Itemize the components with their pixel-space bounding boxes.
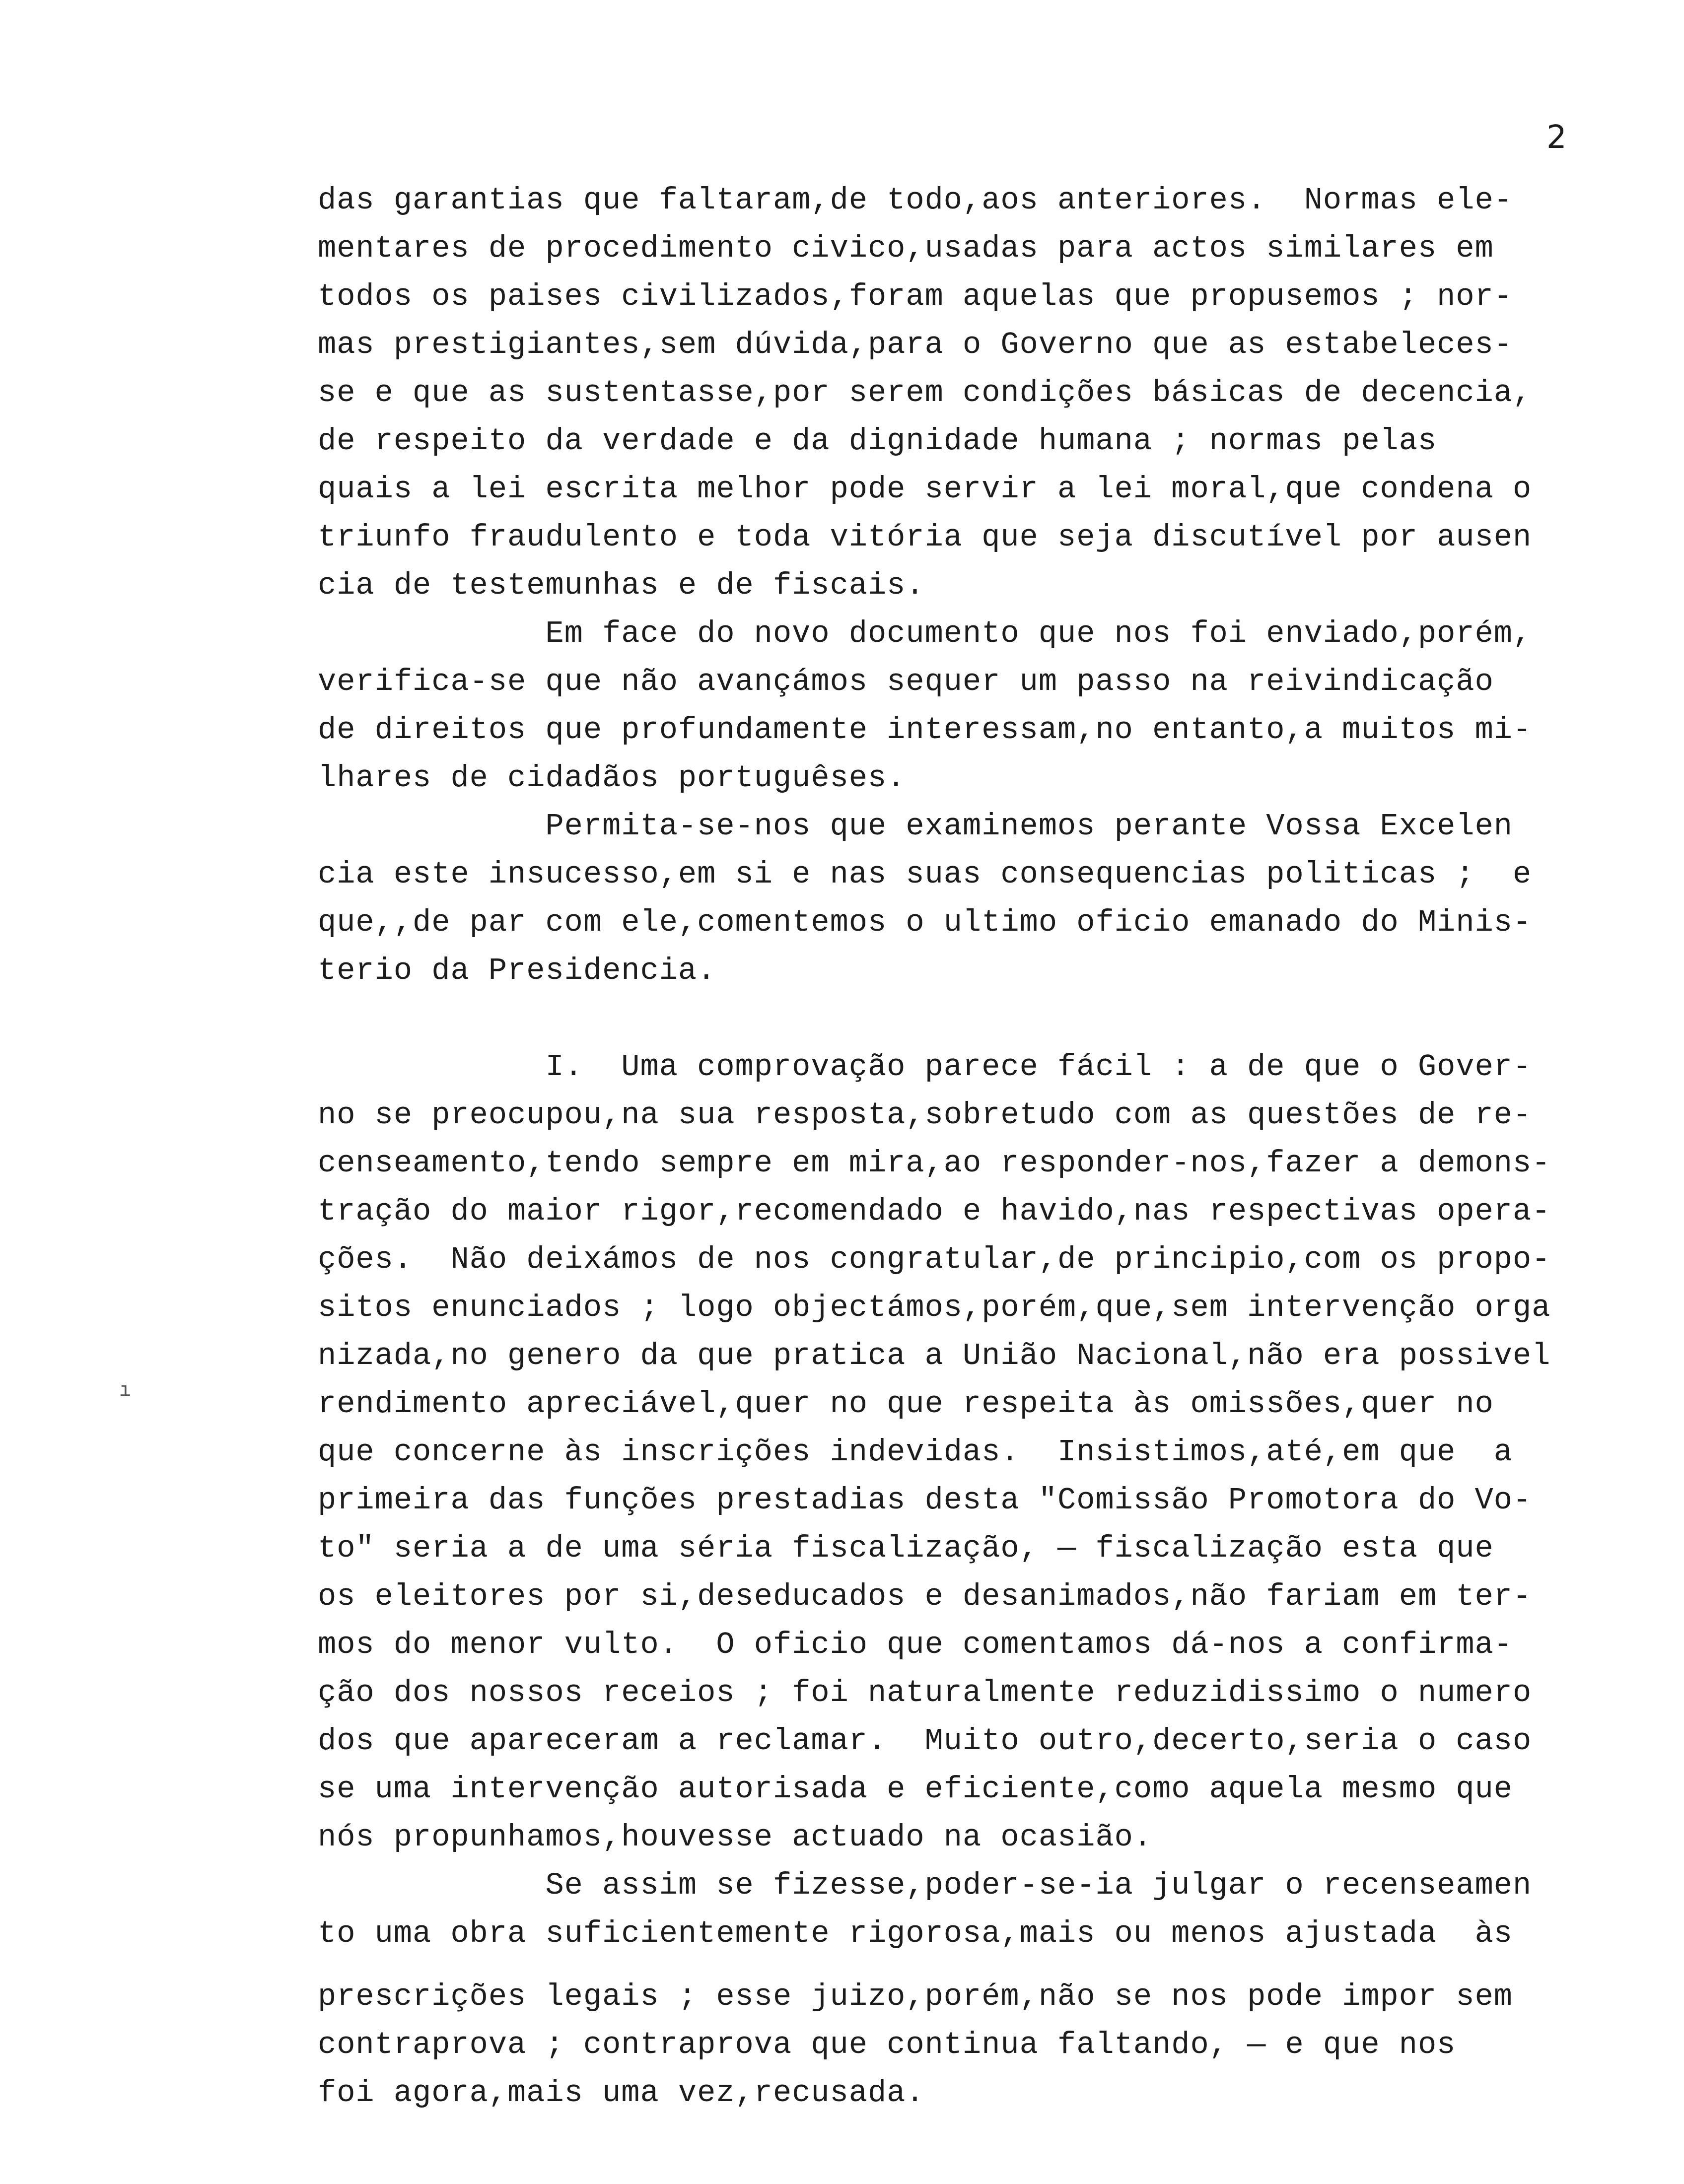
text-line: nós propunhamos,houvesse actuado na ocasião.: [318, 1820, 1153, 1855]
text-line: tração do maior rigor,recomendado e havido,nas respectivas opera-: [318, 1194, 1551, 1229]
text-line: de direitos que profundamente interessam,no entanto,a muitos mi-: [318, 712, 1532, 748]
body-text: [318, 176, 1609, 2117]
text-line: dos que apareceram a reclamar. Muito outro,decerto,seria o caso: [318, 1723, 1532, 1759]
text-line: rendimento apreciável,quer no que respeita às omissões,quer no: [318, 1386, 1494, 1422]
text-line: censeamento,tendo sempre em mira,ao responder-nos,fazer a demons-: [318, 1146, 1551, 1181]
text-line: que,,de par com ele,comentemos o ultimo oficio emanado do Minis-: [318, 905, 1532, 940]
text-line: ção dos nossos receios ; foi naturalmente reduzidissimo o numero: [318, 1675, 1532, 1710]
page-number: 2: [1546, 119, 1567, 156]
text-line: triunfo fraudulento e toda vitória que seja discutível por ausen: [318, 520, 1532, 555]
text-line: que concerne às inscrições indevidas. Insistimos,até,em que a: [318, 1434, 1513, 1470]
text-line: foi agora,mais uma vez,recusada.: [318, 2075, 925, 2111]
margin-mark: ı: [119, 1380, 132, 1402]
text-line: primeira das funções prestadias desta "Comissão Promotora do Vo-: [318, 1483, 1532, 1518]
text-line: mas prestigiantes,sem dúvida,para o Governo que as estabeleces-: [318, 327, 1513, 362]
text-line: verifica-se que não avançámos sequer um passo na reivindicação: [318, 664, 1494, 699]
text-line: os eleitores por si,deseducados e desanimados,não fariam em ter-: [318, 1579, 1532, 1614]
text-line: contraprova ; contraprova que continua faltando, — e que nos: [318, 2027, 1456, 2062]
text-line: prescrições legais ; esse juizo,porém,não se nos pode impor sem: [318, 1979, 1513, 2014]
text-line: cia de testemunhas e de fiscais.: [318, 568, 925, 603]
text-line: no se preocupou,na sua resposta,sobretudo com as questões de re-: [318, 1097, 1532, 1133]
text-line: sitos enunciados ; logo objectámos,porém,que,sem intervenção orga: [318, 1290, 1551, 1325]
text-line: lhares de cidadãos portuguêses.: [318, 760, 906, 796]
text-line: das garantias que faltaram,de todo,aos anteriores. Normas ele-: [318, 183, 1513, 218]
text-line: mentares de procedimento civico,usadas para actos similares em: [318, 231, 1494, 266]
text-line: to uma obra suficientemente rigorosa,mais ou menos ajustada às: [318, 1916, 1513, 1951]
line-gap: [318, 1958, 1609, 1973]
text-line: cia este insucesso,em si e nas suas consequencias politicas ; e: [318, 857, 1532, 892]
text-line: todos os paises civilizados,foram aquelas que propusemos ; nor-: [318, 279, 1513, 314]
text-line: se e que as sustentasse,por serem condições básicas de decencia,: [318, 375, 1532, 410]
paragraph-gap: [318, 995, 1609, 1043]
paragraph-start-line: Se assim se fizesse,poder-se-ia julgar o recenseamen: [318, 1868, 1532, 1903]
text-line: nizada,no genero da que pratica a União Nacional,não era possivel: [318, 1338, 1551, 1373]
text-line: ções. Não deixámos de nos congratular,de principio,com os propo-: [318, 1242, 1551, 1277]
paragraph-start-line: Permita-se-nos que examinemos perante Vossa Excelen: [318, 809, 1513, 844]
text-line: quais a lei escrita melhor pode servir a lei moral,que condena o: [318, 472, 1532, 507]
text-line: de respeito da verdade e da dignidade humana ; normas pelas: [318, 423, 1437, 459]
text-line: to" seria a de uma séria fiscalização, — fiscalização esta que: [318, 1531, 1494, 1566]
text-line: terio da Presidencia.: [318, 953, 716, 988]
paragraph-start-line: Em face do novo documento que nos foi enviado,porém,: [318, 616, 1532, 651]
text-line: se uma intervenção autorisada e eficiente,como aquela mesmo que: [318, 1772, 1513, 1807]
section-start-line: I. Uma comprovação parece fácil : a de que o Gover-: [318, 1049, 1532, 1085]
text-line: mos do menor vulto. O oficio que comentamos dá-nos a confirma-: [318, 1627, 1513, 1662]
